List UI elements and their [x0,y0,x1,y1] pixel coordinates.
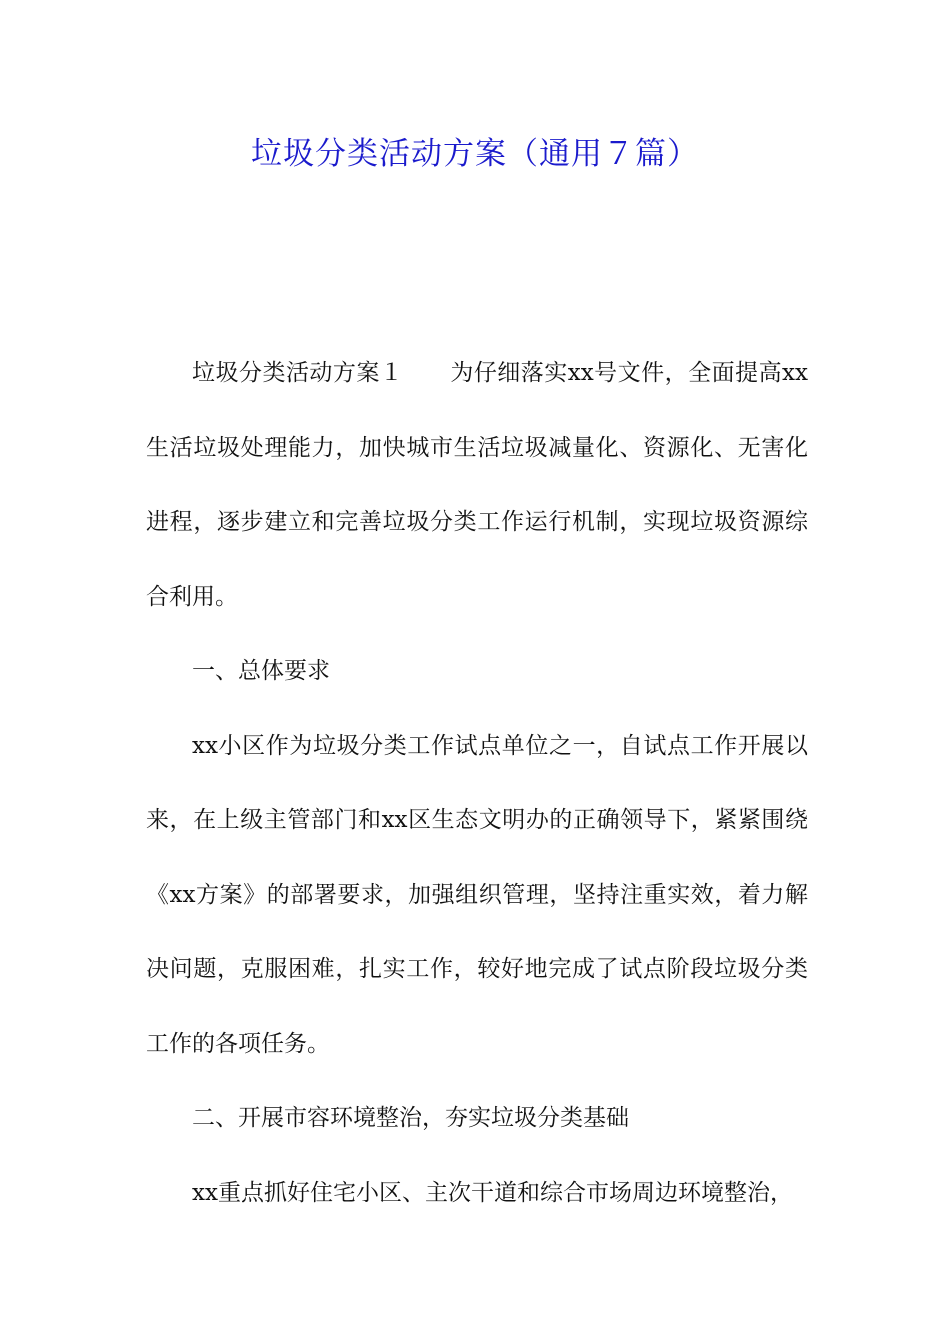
section-heading-1: 一、总体要求 [192,658,330,684]
paragraph-intro: 垃圾分类活动方案１ 为仔细落实xx号文件，全面提高xx生活垃圾处理能力，加快城市生活垃圾减量化、资源化、无害化进程，逐步建立和完善垃圾分类工作运行机制，实现垃圾资源综合利用。 [146,360,808,610]
paragraph-pilot: xx小区作为垃圾分类工作试点单位之一，自试点工作开展以来，在上级主管部门和xx区生态文明办的正确领导下，紧紧围绕《xx方案》的部署要求，加强组织管理，坚持注重实效，着力解决问题，克服困难，扎实工作，较好地完成了试点阶段垃圾分类工作的各项任务。 [146,732,808,1057]
section-heading-2: 二、开展市容环境整治，夯实垃圾分类基础 [192,1105,629,1131]
paragraph-environment: xx重点抓好住宅小区、主次干道和综合市场周边环境整治， [192,1179,793,1206]
document-title: 垃圾分类活动方案（通用７篇） [251,136,699,172]
document-body [146,336,808,1230]
